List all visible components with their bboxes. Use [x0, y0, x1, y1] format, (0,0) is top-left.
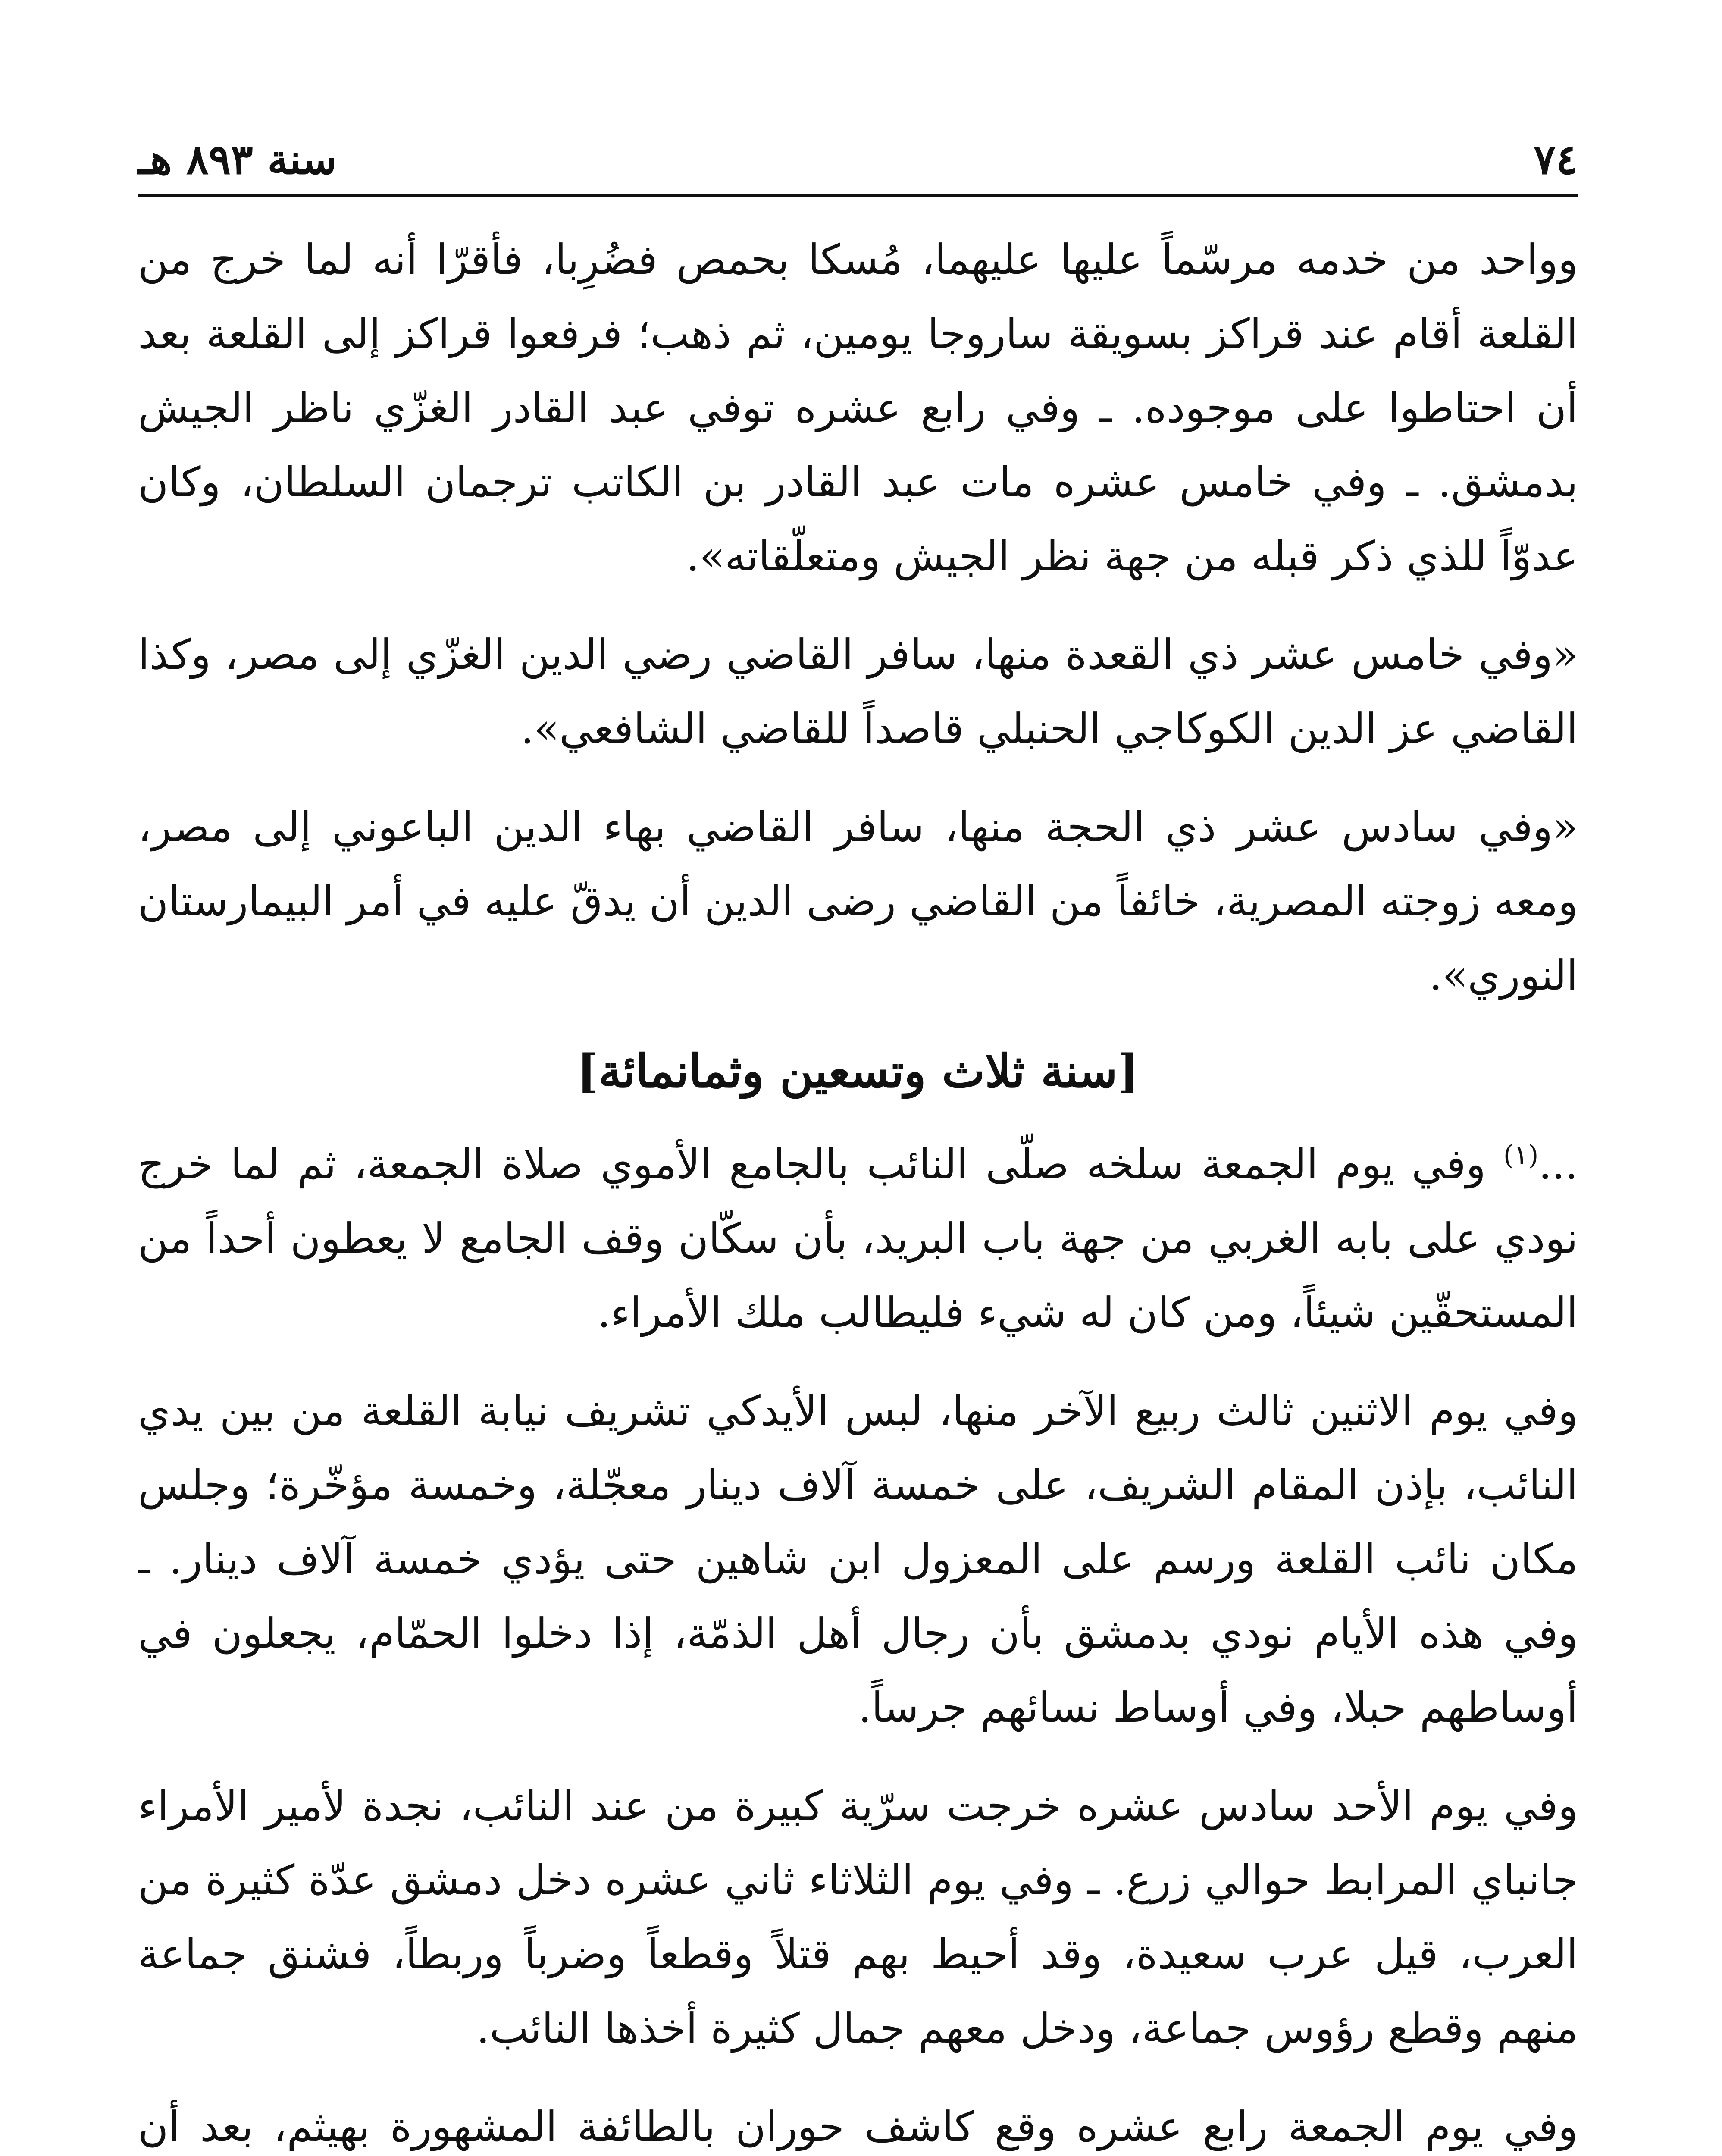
paragraph: وفي يوم الأحد سادس عشره خرجت سرّية كبيرة من عند النائب، نجدة لأمير الأمراء جانباي المرابط حوالي زرع. ـ وفي يوم الثلاثاء ثاني عشره دخل دمشق عدّة كثيرة من العرب، قيل عرب سعيدة، وقد أحيط بهم قتلاً وقطعاً وضرباً وربطاً، فشنق جماعة منهم وقطع رؤوس جماعة، ودخل معهم جمال كثيرة أخذها النائب. [138, 1782, 1578, 2053]
ellipsis: ... [1538, 1140, 1578, 1188]
page-number: ٧٤ [1533, 135, 1578, 184]
paragraph-with-note [138, 1127, 1578, 1350]
running-title: سنة ٨٩٣ هـ [138, 135, 337, 184]
footnote-reference: (١) [1503, 1139, 1539, 1171]
paragraph: وفي يوم الجمعة رابع عشره وقع كاشف حوران بالطائفة المشهورة بهيثم، بعد أن [138, 2103, 1578, 2151]
book-page [138, 129, 1578, 2156]
paragraph: وواحد من خدمه مرسّماً عليها عليهما، مُسكا بحمص فضُرِبا، فأقرّا أنه لما خرج من القلعة أقام عند قراكز بسويقة ساروجا يومين، ثم ذهب؛ فرفعوا قراكز إلى القلعة بعد أن احتاطوا على موجوده. ـ وفي رابع عشره توفي عبد القادر الغزّي ناظر الجيش بدمشق. ـ وفي خامس عشره مات عبد القادر بن الكاتب ترجمان السلطان، وكان عدوّاً للذي ذكر قبله من جهة نظر الجيش ومتعلّقاته». [138, 235, 1578, 580]
body-text [138, 222, 1578, 2156]
running-header [138, 129, 1578, 197]
section-heading: [سنة ثلاث وتسعين وثمانمائة] [577, 1044, 1139, 1098]
paragraph: وفي يوم الاثنين ثالث ربيع الآخر منها، لبس الأيدكي تشريف نيابة القلعة من بين يدي النائب، بإذن المقام الشريف، على خمسة آلاف دينار معجّلة، وخمسة مؤخّرة؛ وجلس مكان نائب القلعة ورسم على المعزول ابن شاهين حتى يؤدي خمسة آلاف دينار. ـ وفي هذه الأيام نودي بدمشق بأن رجال أهل الذمّة، إذا دخلوا الحمّام، يجعلون في أوساطهم حبلا، وفي أوساط نسائهم جرساً. [138, 1387, 1578, 1732]
paragraph: «وفي خامس عشر ذي القعدة منها، سافر القاضي رضي الدين الغزّي إلى مصر، وكذا القاضي عز الدين الكوكاجي الحنبلي قاصداً للقاضي الشافعي». [138, 630, 1578, 753]
paragraph: «وفي سادس عشر ذي الحجة منها، سافر القاضي بهاء الدين الباعوني إلى مصر، ومعه زوجته المصرية، خائفاً من القاضي رضى الدين أن يدقّ عليه في أمر البيمارستان النوري». [138, 803, 1578, 1000]
paragraph-text: وفي يوم الجمعة سلخه صلّى النائب بالجامع الأموي صلاة الجمعة، ثم لما خرج نودي على بابه الغربي من جهة باب البريد، بأن سكّان وقف الجامع لا يعطون أحداً من المستحقّين شيئاً، ومن كان له شيء فليطالب ملك الأمراء. [138, 1140, 1578, 1337]
